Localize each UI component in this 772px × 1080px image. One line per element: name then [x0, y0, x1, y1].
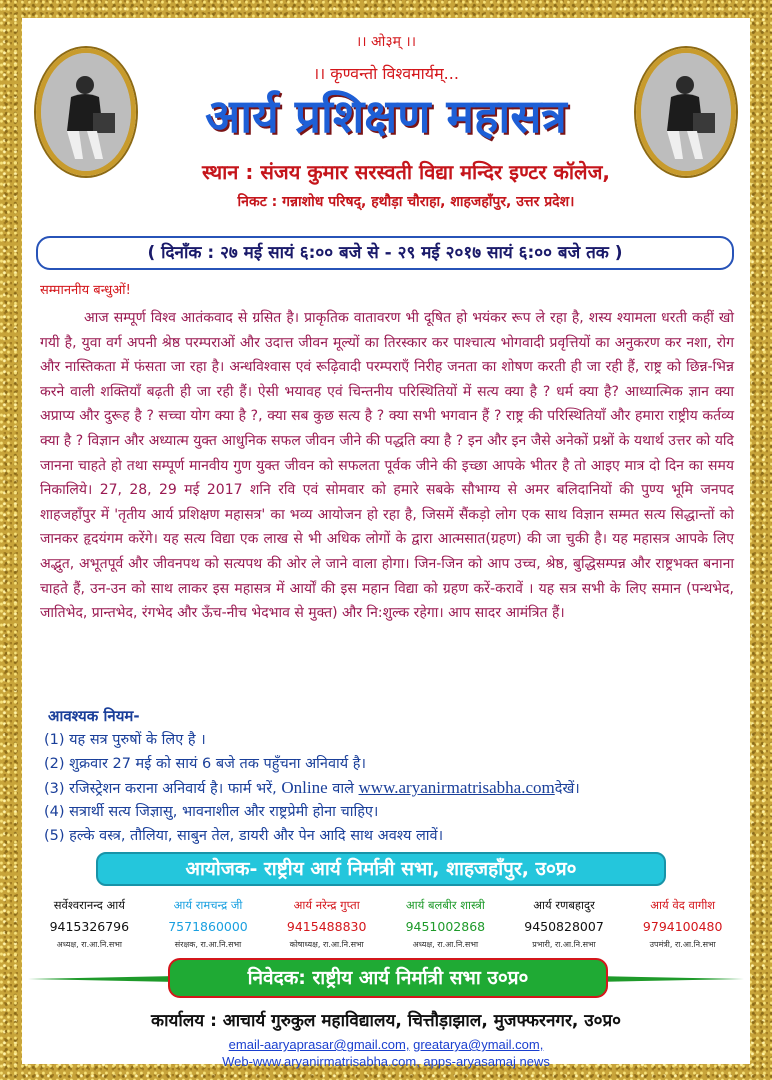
member-name: आर्य रामचन्द्र जी — [173, 898, 243, 912]
rule-item: (4) सत्रार्थी सत्य जिज्ञासु, भावनाशील और राष्ट्रप्रेमी होना चाहिए। — [44, 804, 379, 820]
rule-registration-middle: वाले — [332, 781, 354, 797]
om-heading: ।। ओ३म् ।। — [355, 34, 417, 50]
member-card — [30, 894, 149, 952]
member-card — [267, 894, 386, 952]
rule-item: (5) हल्के वस्त्र, तौलिया, साबुन तेल, डायरी और पेन आदि साथ अवश्य लावें। — [44, 828, 444, 844]
member-name: आर्य नरेन्द्र गुप्ता — [293, 898, 360, 912]
right-arrow-decoration — [594, 976, 744, 982]
venue-line-1: स्थान : संजय कुमार सरस्वती विद्या मन्दिर इण्टर कॉलेज, — [201, 160, 611, 184]
rules-list — [44, 728, 580, 848]
member-card — [623, 894, 742, 952]
member-role: प्रभारी, रा.आ.नि.सभा — [532, 940, 596, 949]
member-phone: 7571860000 — [168, 919, 248, 934]
salutation: सम्माननीय बन्धुओं! — [40, 283, 131, 298]
registration-link[interactable]: www.aryanirmatrisabha.com — [358, 778, 555, 797]
member-phone: 9450828007 — [524, 919, 604, 934]
rules-heading: आवश्यक नियम- — [48, 707, 140, 725]
member-name: आर्य बलबीर शास्त्री — [405, 898, 485, 912]
member-name: सर्वेश्वरानन्द आर्य — [53, 898, 125, 912]
online-label: Online — [281, 778, 328, 797]
website-line: Web-www.aryanirmatrisabha.com, apps-aryasamaj news — [222, 1054, 550, 1069]
member-phone: 9794100480 — [642, 919, 723, 934]
rule-registration-suffix: देखें। — [554, 781, 580, 797]
rule-registration-text: (3) रजिस्ट्रेशन कराना अनिवार्य है। फार्म भरें, — [44, 781, 277, 797]
page-title: आर्य प्रशिक्षण महासत्र — [205, 89, 567, 143]
venue-line-2: निकट : गन्नाशोध परिषद्, हथौड़ा चौराहा, शाहजहाँपुर, उत्तर प्रदेश। — [237, 194, 575, 210]
petitioner-row — [22, 958, 750, 998]
member-card — [386, 894, 505, 952]
rule-item-registration — [44, 776, 580, 800]
left-arrow-decoration — [28, 976, 178, 982]
member-card — [505, 894, 624, 952]
poster — [22, 18, 750, 1069]
member-phone: 9451002868 — [405, 919, 486, 934]
rule-item: (1) यह सत्र पुरुषों के लिए है । — [44, 732, 206, 748]
rule-item: (2) शुक्रवार 27 मई को सायं 6 बजे तक पहुँचना अनिवार्य है। — [44, 756, 366, 772]
contact-block — [22, 1036, 750, 1070]
motto: ।। कृण्वन्तो विश्वमार्यम्... — [313, 64, 459, 83]
member-card — [149, 894, 268, 952]
member-phone: 9415488830 — [286, 919, 367, 934]
member-role: कोषाध्यक्ष, रा.आ.नि.सभा — [289, 940, 364, 949]
email-link-2[interactable]: greatarya@ymail.com, — [413, 1037, 544, 1052]
date-banner: ( दिनाँक : २७ मई सायं ६:०० बजे से - २९ मई २०१७ सायं ६:०० बजे तक ) — [36, 236, 734, 270]
member-name: आर्य वेद वागीश — [650, 898, 716, 912]
office-address: कार्यालय : आचार्य गुरुकुल महाविद्यालय, चित्तौड़ाझाल, मुजफ्फरनगर, उ०प्र० — [151, 1011, 621, 1031]
member-role: उपमंत्री, रा.आ.नि.सभा — [649, 940, 716, 949]
member-role: संरक्षक, रा.आ.नि.सभा — [174, 940, 242, 949]
member-name: आर्य रणबहादुर — [533, 898, 595, 912]
invitation-paragraph: आज सम्पूर्ण विश्व आतंकवाद से ग्रसित है। प्राकृतिक वातावरण भी दूषित हो भयंकर रूप ले रहा है, शस्य श्यामला धरती कहीं खो गयी है, युवा वर्ग अपनी श्रेष्ठ परम्पराओं और उदात्त जीवन मूल्यों का तिरस्कार कर पाश्चात्य भोगवादी प्रवृत्तियों का अनुकरण कर नशा, रोग और नास्तिकता में फंसता जा रहा है। अन्धविश्वास एवं रूढ़िवादी परम्पराएँ निरीह जनता का शोषण करती ही जा रही हैं, राष्ट्र को छिन्न-भिन्न करने वाली शक्तियाँ बढ़ती ही जा रही हैं। ऐसी भयावह एवं चिन्तनीय परिस्थितियों में सत्य क्या है ? धर्म क्या है? आध्यात्मिक ज्ञान क्या अप्राप्य और दुरूह है ? सच्चा योग क्या है ?, क्या सब कुछ सत्य है ? क्या सभी भगवान हैं ? राष्ट्र की परिस्थितियाँ और हमारा राष्ट्रीय कर्तव्य क्या है ? विज्ञान और अध्यात्म युक्त आधुनिक सफल जीवन जीने की पद्धति क्या है ? इन और इन जैसे अनेकों प्रश्नों के यथार्थ उत्तर को यदि जानना चाहते हो तथा सम्पूर्ण मानवीय गुण युक्त जीवन को सफलता पूर्वक जीने की इच्छा आपके भीतर है तो आइए मात्र दो दिन का समय निकालिये। 27, 28, 29 मई 2017 शनि रवि एवं सोमवार को हमारे सबके सौभाग्य से अमर बलिदानियों की पुण्य भूमि जनपद शाहजहाँपुर में 'तृतीय आर्य प्रशिक्षण महासत्र' का भव्य आयोजन हो रहा है, जिसमें सैंकड़ो लोग एक साथ विज्ञान सम्मत सत्य सिद्धान्तों को जानकर हृदयंगम करेंगे। यह सत्य विद्या एक लाख से भी अधिक लोगों के द्वारा आत्मसात(ग्रहण) की जा चुकी है। यह महासत्र आपके लिए अद्भुत, अभूतपूर्व और जीवनपथ को सत्यपथ की ओर ले जाने वाला होगा। जिन-जिन को आप उच्च, श्रेष्ठ, बुद्धिसम्पन्न और राष्ट्रभक्त बनाना चाहते हैं, उन-उन को साथ लाकर इस महासत्र में आर्यों की इस महान विद्या को ग्रहण करें-करावें । यह सत्र सभी के लिए समान (पन्थभेद, जातिभेद, प्रान्तभेद, रंगभेद और ऊँच-नीच भेदभाव से मुक्त) और नि:शुल्क रहेगा। आप सादर आमंत्रित हैं। — [40, 310, 734, 622]
member-role: अध्यक्ष, रा.आ.नि.सभा — [412, 940, 479, 949]
member-phone: 9415326796 — [49, 919, 130, 934]
email-link-1[interactable]: email-aaryaprasar@gmail.com, — [228, 1037, 410, 1052]
organizer-banner: आयोजक- राष्ट्रीय आर्य निर्मात्री सभा, शाहजहाँपुर, उ०प्र० — [96, 852, 666, 886]
member-role: अध्यक्ष, रा.आ.नि.सभा — [56, 940, 123, 949]
members-row — [30, 894, 742, 952]
petitioner-banner: निवेदक: राष्ट्रीय आर्य निर्मात्री सभा उ०प्र० — [168, 958, 608, 998]
